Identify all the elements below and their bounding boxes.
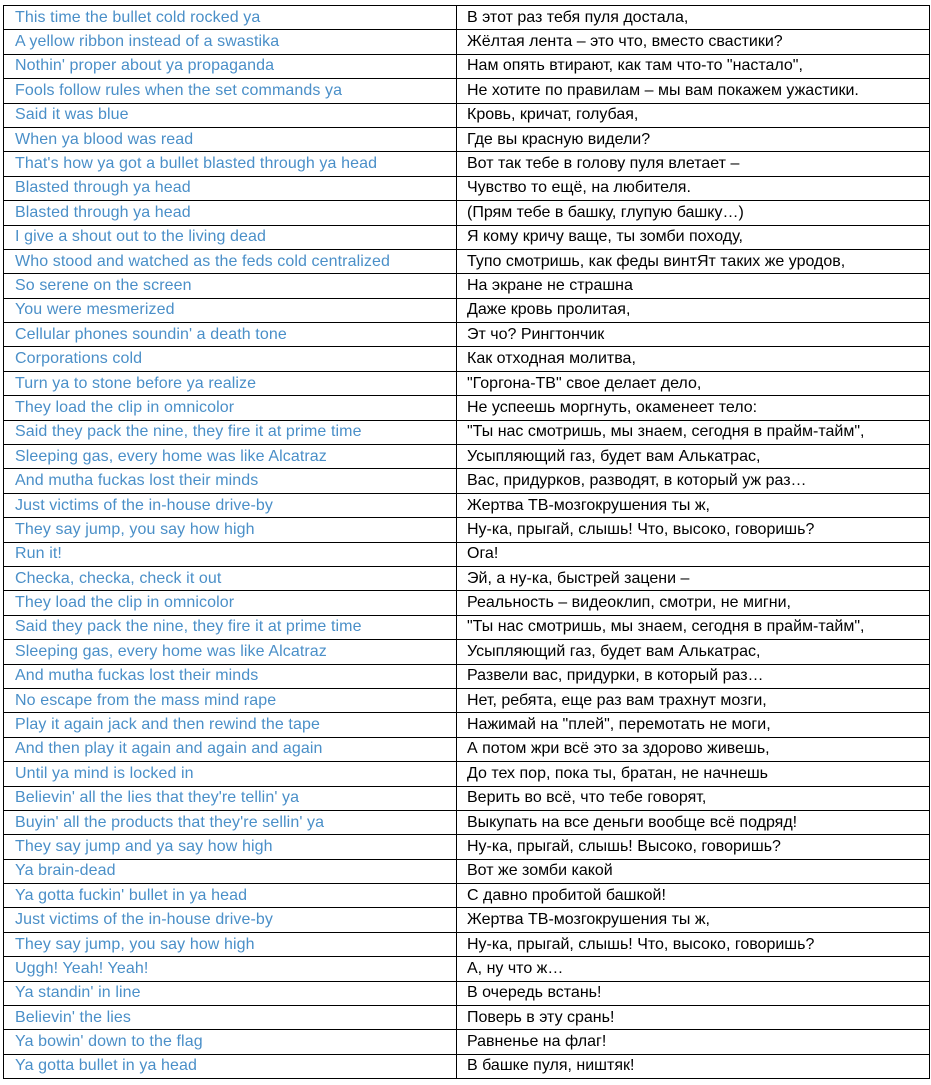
russian-translation-cell: Равненье на флаг! xyxy=(457,1030,930,1054)
english-lyric-cell: And then play it again and again and again xyxy=(4,737,457,761)
russian-translation-cell: Жертва ТВ-мозгокрушения ты ж, xyxy=(457,908,930,932)
english-lyric-cell: You were mesmerized xyxy=(4,298,457,322)
english-lyric-cell: Sleeping gas, every home was like Alcatraz xyxy=(4,640,457,664)
table-row xyxy=(4,493,930,517)
english-lyric-cell: No escape from the mass mind rape xyxy=(4,688,457,712)
english-lyric-cell: Ya brain-dead xyxy=(4,859,457,883)
russian-translation-cell: Жёлтая лента – это что, вместо свастики? xyxy=(457,30,930,54)
russian-translation-cell: Жертва ТВ-мозгокрушения ты ж, xyxy=(457,493,930,517)
russian-translation-cell: С давно пробитой башкой! xyxy=(457,884,930,908)
english-lyric-cell: A yellow ribbon instead of a swastika xyxy=(4,30,457,54)
english-lyric-cell: Believin' the lies xyxy=(4,1006,457,1030)
table-row xyxy=(4,420,930,444)
table-row xyxy=(4,371,930,395)
english-lyric-cell: Nothin' proper about ya propaganda xyxy=(4,54,457,78)
table-row xyxy=(4,225,930,249)
table-row xyxy=(4,6,930,30)
english-lyric-cell: They load the clip in omnicolor xyxy=(4,396,457,420)
english-lyric-cell: That's how ya got a bullet blasted through ya head xyxy=(4,152,457,176)
english-lyric-cell: They say jump, you say how high xyxy=(4,518,457,542)
english-lyric-cell: When ya blood was read xyxy=(4,127,457,151)
russian-translation-cell: Ну-ка, прыгай, слышь! Высоко, говоришь? xyxy=(457,835,930,859)
table-row xyxy=(4,249,930,273)
table-row xyxy=(4,810,930,834)
table-row xyxy=(4,298,930,322)
english-lyric-cell: Said they pack the nine, they fire it at prime time xyxy=(4,420,457,444)
table-row xyxy=(4,1030,930,1054)
russian-translation-cell: Ну-ка, прыгай, слышь! Что, высоко, говоришь? xyxy=(457,518,930,542)
table-row xyxy=(4,274,930,298)
table-row xyxy=(4,908,930,932)
english-lyric-cell: Sleeping gas, every home was like Alcatraz xyxy=(4,445,457,469)
russian-translation-cell: В башке пуля, ништяк! xyxy=(457,1054,930,1078)
table-row xyxy=(4,54,930,78)
english-lyric-cell: Corporations cold xyxy=(4,347,457,371)
table-row xyxy=(4,323,930,347)
table-row xyxy=(4,396,930,420)
english-lyric-cell: Just victims of the in-house drive-by xyxy=(4,493,457,517)
table-row xyxy=(4,762,930,786)
english-lyric-cell: Blasted through ya head xyxy=(4,201,457,225)
russian-translation-cell: Нам опять втирают, как там что-то "настало", xyxy=(457,54,930,78)
table-row xyxy=(4,566,930,590)
russian-translation-cell: А, ну что ж… xyxy=(457,957,930,981)
english-lyric-cell: I give a shout out to the living dead xyxy=(4,225,457,249)
english-lyric-cell: And mutha fuckas lost their minds xyxy=(4,469,457,493)
table-row xyxy=(4,469,930,493)
table-row xyxy=(4,615,930,639)
table-row xyxy=(4,737,930,761)
english-lyric-cell: They say jump and ya say how high xyxy=(4,835,457,859)
russian-translation-cell: (Прям тебе в башку, глупую башку…) xyxy=(457,201,930,225)
russian-translation-cell: Верить во всё, что тебе говорят, xyxy=(457,786,930,810)
russian-translation-cell: Тупо смотришь, как феды винтЯт таких же уродов, xyxy=(457,249,930,273)
table-row xyxy=(4,176,930,200)
russian-translation-cell: В этот раз тебя пуля достала, xyxy=(457,6,930,30)
table-row xyxy=(4,884,930,908)
russian-translation-cell: Вот же зомби какой xyxy=(457,859,930,883)
russian-translation-cell: "Ты нас смотришь, мы знаем, сегодня в прайм-тайм", xyxy=(457,615,930,639)
table-row xyxy=(4,347,930,371)
russian-translation-cell: Вас, придурков, разводят, в который уж раз… xyxy=(457,469,930,493)
table-row xyxy=(4,664,930,688)
table-row xyxy=(4,981,930,1005)
english-lyric-cell: Blasted through ya head xyxy=(4,176,457,200)
english-lyric-cell: Just victims of the in-house drive-by xyxy=(4,908,457,932)
table-row xyxy=(4,30,930,54)
russian-translation-cell: Кровь, кричат, голубая, xyxy=(457,103,930,127)
table-row xyxy=(4,688,930,712)
english-lyric-cell: Ya gotta bullet in ya head xyxy=(4,1054,457,1078)
english-lyric-cell: Who stood and watched as the feds cold centralized xyxy=(4,249,457,273)
russian-translation-cell: "Ты нас смотришь, мы знаем, сегодня в прайм-тайм", xyxy=(457,420,930,444)
english-lyric-cell: They load the clip in omnicolor xyxy=(4,591,457,615)
english-lyric-cell: Until ya mind is locked in xyxy=(4,762,457,786)
table-row xyxy=(4,1006,930,1030)
russian-translation-cell: Усыпляющий газ, будет вам Алькатрас, xyxy=(457,640,930,664)
english-lyric-cell: And mutha fuckas lost their minds xyxy=(4,664,457,688)
russian-translation-cell: "Горгона-ТВ" свое делает дело, xyxy=(457,371,930,395)
english-lyric-cell: Turn ya to stone before ya realize xyxy=(4,371,457,395)
table-row xyxy=(4,859,930,883)
russian-translation-cell: Чувство то ещё, на любителя. xyxy=(457,176,930,200)
lyrics-table-body xyxy=(4,6,930,1079)
russian-translation-cell: Эй, а ну-ка, быстрей зацени – xyxy=(457,566,930,590)
english-lyric-cell: Uggh! Yeah! Yeah! xyxy=(4,957,457,981)
table-row xyxy=(4,591,930,615)
russian-translation-cell: Поверь в эту срань! xyxy=(457,1006,930,1030)
english-lyric-cell: Fools follow rules when the set commands ya xyxy=(4,79,457,103)
russian-translation-cell: На экране не страшна xyxy=(457,274,930,298)
russian-translation-cell: Я кому кричу ваще, ты зомби походу, xyxy=(457,225,930,249)
table-row xyxy=(4,1054,930,1078)
table-row xyxy=(4,640,930,664)
english-lyric-cell: Ya standin' in line xyxy=(4,981,457,1005)
english-lyric-cell: Said it was blue xyxy=(4,103,457,127)
russian-translation-cell: Вот так тебе в голову пуля влетает – xyxy=(457,152,930,176)
english-lyric-cell: Run it! xyxy=(4,542,457,566)
russian-translation-cell: Нет, ребята, еще раз вам трахнут мозги, xyxy=(457,688,930,712)
english-lyric-cell: This time the bullet cold rocked ya xyxy=(4,6,457,30)
english-lyric-cell: Believin' all the lies that they're tellin' ya xyxy=(4,786,457,810)
english-lyric-cell: Ya gotta fuckin' bullet in ya head xyxy=(4,884,457,908)
russian-translation-cell: Нажимай на "плей", перемотать не моги, xyxy=(457,713,930,737)
table-row xyxy=(4,835,930,859)
table-row xyxy=(4,786,930,810)
table-row xyxy=(4,518,930,542)
russian-translation-cell: Даже кровь пролитая, xyxy=(457,298,930,322)
english-lyric-cell: Cellular phones soundin' a death tone xyxy=(4,323,457,347)
table-row xyxy=(4,932,930,956)
english-lyric-cell: So serene on the screen xyxy=(4,274,457,298)
russian-translation-cell: Где вы красную видели? xyxy=(457,127,930,151)
english-lyric-cell: They say jump, you say how high xyxy=(4,932,457,956)
table-row xyxy=(4,103,930,127)
russian-translation-cell: Не хотите по правилам – мы вам покажем ужастики. xyxy=(457,79,930,103)
russian-translation-cell: Ну-ка, прыгай, слышь! Что, высоко, говоришь? xyxy=(457,932,930,956)
russian-translation-cell: Не успеешь моргнуть, окаменеет тело: xyxy=(457,396,930,420)
russian-translation-cell: А потом жри всё это за здорово живешь, xyxy=(457,737,930,761)
russian-translation-cell: Ога! xyxy=(457,542,930,566)
english-lyric-cell: Checka, checka, check it out xyxy=(4,566,457,590)
russian-translation-cell: До тех пор, пока ты, братан, не начнешь xyxy=(457,762,930,786)
table-row xyxy=(4,713,930,737)
table-row xyxy=(4,957,930,981)
russian-translation-cell: Выкупать на все деньги вообще всё подряд! xyxy=(457,810,930,834)
english-lyric-cell: Play it again jack and then rewind the tape xyxy=(4,713,457,737)
table-row xyxy=(4,542,930,566)
table-row xyxy=(4,445,930,469)
table-row xyxy=(4,201,930,225)
lyrics-translation-table xyxy=(3,5,930,1079)
table-row xyxy=(4,152,930,176)
russian-translation-cell: Усыпляющий газ, будет вам Алькатрас, xyxy=(457,445,930,469)
russian-translation-cell: Как отходная молитва, xyxy=(457,347,930,371)
table-row xyxy=(4,127,930,151)
russian-translation-cell: Эт чо? Рингтончик xyxy=(457,323,930,347)
english-lyric-cell: Buyin' all the products that they're sellin' ya xyxy=(4,810,457,834)
table-row xyxy=(4,79,930,103)
russian-translation-cell: Реальность – видеоклип, смотри, не мигни, xyxy=(457,591,930,615)
russian-translation-cell: В очередь встань! xyxy=(457,981,930,1005)
english-lyric-cell: Said they pack the nine, they fire it at prime time xyxy=(4,615,457,639)
russian-translation-cell: Развели вас, придурки, в который раз… xyxy=(457,664,930,688)
english-lyric-cell: Ya bowin' down to the flag xyxy=(4,1030,457,1054)
